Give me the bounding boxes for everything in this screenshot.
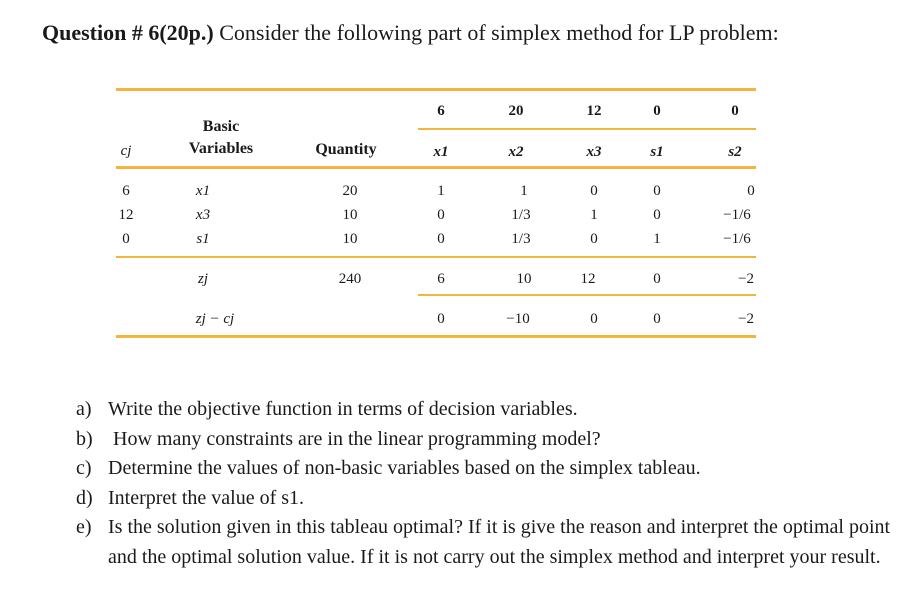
header-basic: Basic [202,118,240,135]
row1-basic: x1 [195,183,211,199]
row2-basic: x3 [195,207,211,223]
row3-basic: s1 [196,231,210,247]
row2-x2: 1/3 [511,207,531,223]
body-bottom-rule [116,256,756,258]
zj-cj-x1: 0 [437,311,445,327]
question-label: Question # 6(20p.) [42,20,214,45]
part-d-text: Interpret the value of s1. [108,486,305,509]
zj-quantity: 240 [338,271,362,287]
cj-value-s2: 0 [731,103,739,119]
part-b [76,425,906,455]
row3-s1: 1 [653,231,661,247]
zj-s2: −2 [738,271,754,287]
zj-s1: 0 [653,271,661,287]
row2-s1: 0 [653,207,661,223]
zj-x1: 6 [437,271,445,287]
part-b-letter: b) [76,427,93,450]
header-x2: x2 [508,144,524,160]
cj-value-x3: 12 [586,103,602,119]
row2-s2: −1/6 [723,207,751,223]
header-quantity: Quantity [315,141,377,158]
cj-value-x2: 20 [508,103,524,119]
part-e [76,513,906,572]
row1-x1: 1 [437,183,445,199]
part-b-text: How many constraints are in the linear programming model? [113,427,601,450]
cj-value-x1: 6 [437,103,445,119]
part-c [76,454,906,484]
row3-s2: −1/6 [723,231,751,247]
part-a-letter: a) [76,398,92,420]
zj-cj-s1: 0 [653,311,661,327]
part-a-text: Write the objective function in terms of decision variables. [108,398,578,420]
header-s1: s1 [650,144,664,160]
part-d-letter: d) [76,486,93,509]
cj-row-rule [418,128,756,130]
row1-x2: 1 [520,183,528,199]
part-c-letter: c) [76,457,92,479]
zj-x2: 10 [516,271,532,287]
question-text: Consider the following part of simplex method for LP problem: [219,20,779,45]
header-cj: cj [120,143,132,159]
part-c-text: Determine the values of non-basic variables based on the simplex tableau. [108,457,701,479]
header-variables: Variables [188,140,254,157]
row3-x2: 1/3 [511,231,531,247]
part-d [76,484,906,514]
tableau-top-rule [116,88,756,91]
header-x3: x3 [586,144,602,160]
zj-cj-x2: −10 [506,311,530,327]
cj-value-s1: 0 [653,103,661,119]
row2-quantity: 10 [342,207,358,223]
row3-x3: 0 [590,231,598,247]
row2-cj: 12 [118,207,134,223]
zj-cj-x3: 0 [590,311,598,327]
header-s2: s2 [728,144,742,160]
row2-x3: 1 [590,207,598,223]
zj-cj-label: zj − cj [195,311,235,327]
zj-label: zj [197,271,209,287]
row2-x1: 0 [437,207,445,223]
row3-x1: 0 [437,231,445,247]
header-bottom-rule [116,166,756,169]
zj-bottom-rule [418,294,756,296]
zj-x3: 12 [580,271,596,287]
row3-cj: 0 [122,231,130,247]
header-x1: x1 [433,144,449,160]
tableau-bottom-rule [116,335,756,338]
row3-quantity: 10 [342,231,358,247]
part-e-letter: e) [76,516,92,538]
row1-s1: 0 [653,183,661,199]
row1-quantity: 20 [342,183,358,199]
part-e-text: Is the solution given in this tableau optimal? If it is give the reason and interpret the optimal point and the optimal solution value. If it is not carry out the simplex method and interpret your result. [108,516,891,568]
row1-cj: 6 [122,183,130,199]
row1-s2: 0 [747,183,755,199]
row1-x3: 0 [590,183,598,199]
part-a [76,395,906,425]
question-parts [76,395,906,572]
zj-cj-s2: −2 [738,311,754,327]
